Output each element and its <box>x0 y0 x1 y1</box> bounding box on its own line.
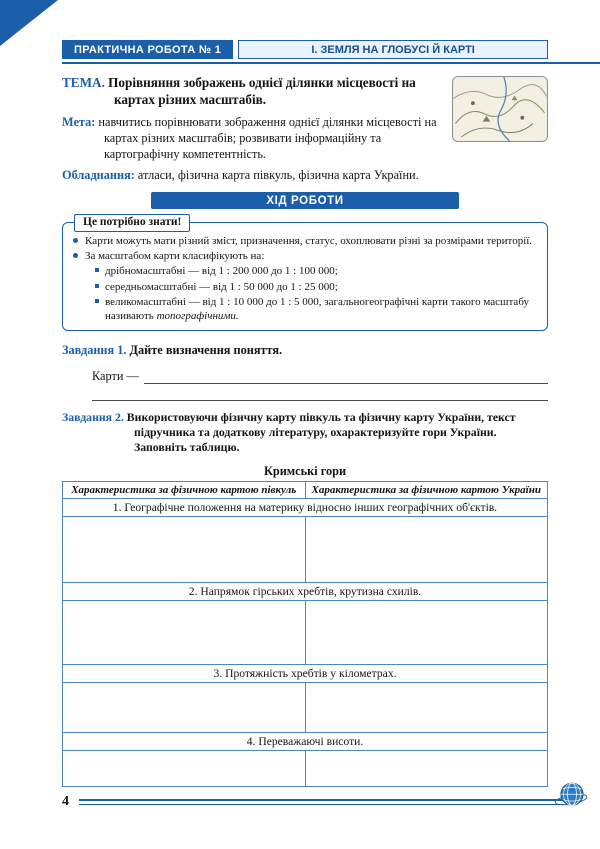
know-bullet-text: Карти можуть мати різний зміст, призначення, статус, охоплювати різні за розмірами території. <box>85 234 533 247</box>
answer-cell[interactable] <box>305 682 548 732</box>
topo-map-image <box>452 76 548 142</box>
bullet-square-icon <box>95 299 99 303</box>
question-text: 4. Переважаючі висоти. <box>63 732 548 750</box>
corner-decoration <box>0 0 58 46</box>
answer-row <box>63 750 548 786</box>
question-text: 1. Географічне положення на материку відносно інших географічних об'єктів. <box>63 498 548 516</box>
topographic-term: топографічними. <box>156 310 239 323</box>
goal-label: Мета: <box>62 114 96 129</box>
answer-cell[interactable] <box>63 600 306 664</box>
table-header-row <box>63 481 548 498</box>
answer-row <box>63 516 548 582</box>
know-sub-text: дрібномасштабні — від 1 : 200 000 до 1 : 100 000; <box>105 265 338 278</box>
task2-text: Використовуючи фізичну карту півкуль та фізичну карту України, текст підручника та додаткову літературу, охарактеризуйте гори України. Заповніть таблицю. <box>126 409 516 455</box>
task1-text: Дайте визначення поняття. <box>129 342 283 357</box>
task2-label: Завдання 2. <box>62 409 124 424</box>
theme-label: ТЕМА. <box>62 75 105 90</box>
know-box <box>62 215 548 331</box>
know-bullet <box>71 249 539 263</box>
answer-row <box>63 600 548 664</box>
page-header <box>62 40 548 59</box>
task2-heading <box>62 410 548 456</box>
definition-blank[interactable] <box>144 369 548 384</box>
theme-text: Порівняння зображень однієї ділянки місцевості на картах різних масштабів. <box>108 75 416 108</box>
question-row <box>63 732 548 750</box>
know-sub-bullet <box>95 295 539 324</box>
topo-map-sketch <box>453 77 547 141</box>
question-row <box>63 582 548 600</box>
goal-text: навчитись порівнювати зображення однієї ділянки місцевості на картах різних масштабів; розвивати інформаційну та картографічну компетентність. <box>98 114 437 161</box>
footer-rule <box>79 799 564 805</box>
answer-row <box>63 682 548 732</box>
question-row <box>63 664 548 682</box>
know-bullet-text: За масштабом карти класифікують на: <box>85 250 265 263</box>
know-sub-bullet <box>95 280 539 294</box>
characteristics-table <box>62 481 548 787</box>
bullet-square-icon <box>95 284 99 288</box>
equipment-label: Обладнання: <box>62 167 135 182</box>
question-text: 3. Протяжність хребтів у кілометрах. <box>63 664 548 682</box>
know-sub-text: середньомасштабні — від 1 : 50 000 до 1 : 25 000; <box>105 280 338 293</box>
answer-cell[interactable] <box>305 600 548 664</box>
bullet-dot-icon <box>73 238 78 243</box>
task1-label: Завдання 1. <box>62 342 127 357</box>
column-header-right: Характеристика за фізичною картою України <box>305 481 548 498</box>
procedure-title-bar: ХІД РОБОТИ <box>151 192 459 209</box>
equipment-text: атласи, фізична карта півкуль, фізична карта України. <box>137 167 419 182</box>
table-title: Кримські гори <box>263 463 347 478</box>
page-footer <box>62 786 590 818</box>
know-box-title: Це потрібно знати! <box>74 214 190 232</box>
column-header-left: Характеристика за фізичною картою півкуль <box>63 481 306 498</box>
know-bullet <box>71 234 539 248</box>
question-text: 2. Напрямок гірських хребтів, крутизна схилів. <box>63 582 548 600</box>
chapter-badge: І. ЗЕМЛЯ НА ГЛОБУСІ Й КАРТІ <box>238 40 548 59</box>
answer-cell[interactable] <box>305 750 548 786</box>
answer-cell[interactable] <box>63 516 306 582</box>
definition-blank-line2[interactable] <box>92 399 548 401</box>
task1-heading <box>62 343 548 359</box>
equipment-line <box>62 168 548 184</box>
answer-cell[interactable] <box>305 516 548 582</box>
question-row <box>63 498 548 516</box>
know-sub-bullet <box>95 264 539 278</box>
page-number: 4 <box>62 794 69 809</box>
definition-term: Карти — <box>92 368 139 383</box>
definition-row <box>92 369 548 384</box>
answer-cell[interactable] <box>63 682 306 732</box>
know-sub-text: великомасштабні — від 1 : 10 000 до 1 : 5 000, загальногеографічні карти такого масштабу називають топографічними. <box>105 295 529 323</box>
bullet-dot-icon <box>73 253 78 258</box>
bullet-square-icon <box>95 268 99 272</box>
practical-work-badge: ПРАКТИЧНА РОБОТА № 1 <box>62 40 233 59</box>
answer-cell[interactable] <box>63 750 306 786</box>
globe-icon <box>554 780 590 812</box>
intro-section <box>62 74 548 184</box>
header-divider <box>62 62 600 64</box>
